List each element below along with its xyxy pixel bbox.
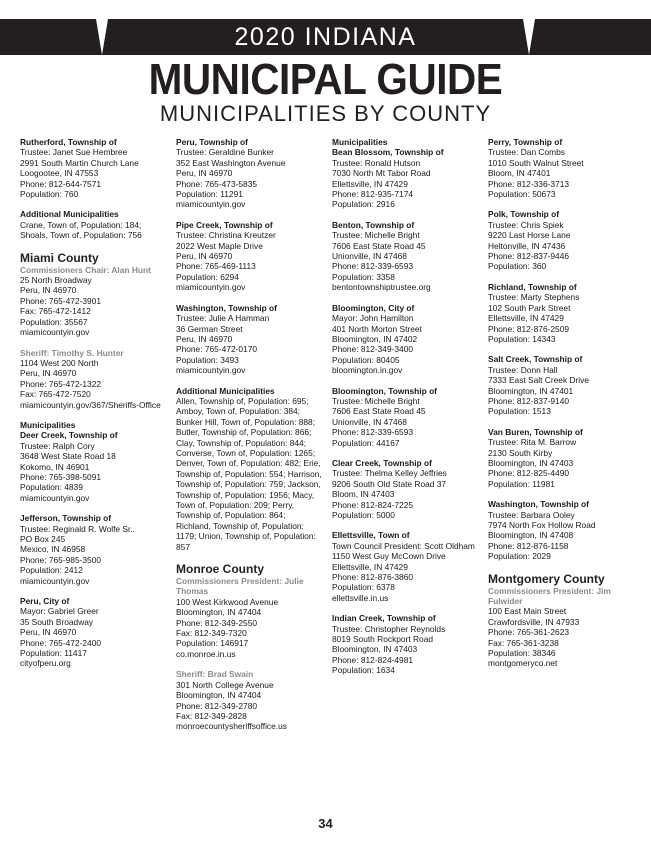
entry-line: miamicountyin.gov/367/Sheriffs-Office <box>20 399 161 410</box>
additional-municipalities <box>20 209 166 240</box>
entry-line: Population: 146917 <box>176 638 249 649</box>
entry-line: Unionville, IN 47468 <box>332 416 407 427</box>
entry-heading: Ellettsville, Town of <box>332 530 410 541</box>
entry-line: 2991 South Martin Church Lane <box>20 157 139 168</box>
entry-line: 1150 West Guy McCown Drive <box>332 551 446 562</box>
entry-line: 3648 West State Road 18 <box>20 451 116 462</box>
entry-line: Trustee: Reginald R. Wolfe Sr.. <box>20 523 135 534</box>
entry-line: Population: 50673 <box>488 189 556 200</box>
entry-line: 1010 South Walnut Street <box>488 157 584 168</box>
entry-line: Phone: 765-472-1322 <box>20 378 102 389</box>
county-official-entry <box>20 265 166 338</box>
entry-line: miamicountyin.gov <box>20 575 90 586</box>
entry-line: Phone: 765-469-1113 <box>176 261 256 272</box>
entry-heading: Van Buren, Township of <box>488 426 583 437</box>
entry-line: Population: 360 <box>488 261 547 272</box>
entry-heading: Polk, Township of <box>488 209 560 220</box>
entry-line: Mexico, IN 46958 <box>20 544 86 555</box>
banner-year-state: 2020 INDIANA <box>234 23 417 51</box>
entry-line: bloomington.in.gov <box>332 365 403 376</box>
entry-line: 9220 Last Horse Lane <box>488 230 571 241</box>
entry-line: Population: 760 <box>20 189 79 200</box>
entry-line: Population: 80405 <box>332 354 400 365</box>
entry-line: miamicountyin.gov <box>176 365 246 376</box>
entry-line: Ellettsville, IN 47429 <box>332 178 408 189</box>
additional-municipalities <box>176 386 322 553</box>
entry-line: Trustee: Geraldine Bunker <box>176 147 274 158</box>
municipality-entry <box>20 596 166 669</box>
entry-line: 35 South Broadway <box>20 616 94 627</box>
entry-line: Bloomington, IN 47403 <box>488 457 574 468</box>
entry-line: Bloomington, IN 47402 <box>332 333 418 344</box>
entry-line: Phone: 812-935-7174 <box>332 189 414 200</box>
entry-line: PO Box 245 <box>20 534 66 544</box>
entry-line: Trustee: Michelle Bright <box>332 395 420 406</box>
entry-line: Ellettsville, IN 47429 <box>332 561 408 572</box>
entry-line: Trustee: Ronald Hutson <box>332 157 421 168</box>
municipality-entry <box>488 209 634 271</box>
entry-heading: Richland, Township of <box>488 281 577 292</box>
entry-line: 1104 West 200 North <box>20 357 99 368</box>
municipality-entry <box>488 282 634 344</box>
municipality-entry <box>332 386 478 448</box>
entry-heading: Peru, City of <box>20 596 70 607</box>
entry-line: Phone: 812-876-3860 <box>332 572 414 583</box>
entry-line: Trustee: Christopher Reynolds <box>332 623 446 634</box>
entry-line: 100 West Kirkwood Avenue <box>176 596 279 607</box>
entry-line: Peru, IN 46970 <box>20 285 77 296</box>
entry-line: Phone: 765-472-2400 <box>20 637 102 648</box>
entry-line: Phone: 812-339-6593 <box>332 427 414 438</box>
page-title: MUNICIPAL GUIDE <box>148 55 503 104</box>
entry-heading: Bloomington, Township of <box>332 385 437 396</box>
entry-line: Trustee: Donn Hall <box>488 364 558 375</box>
entry-line: Population: 1513 <box>488 406 551 417</box>
entry-heading: Washington, Township of <box>176 302 277 313</box>
entry-line: 7974 North Fox Hollow Road <box>488 520 596 530</box>
entry-line: Trustee: Julie A Hamman <box>176 313 270 324</box>
municipality-entry <box>488 427 634 489</box>
entry-line: Unionville, IN 47468 <box>332 251 407 262</box>
entry-line: Mayor: John Hamilton <box>332 313 414 324</box>
entry-heading: Indian Creek, Township of <box>332 613 436 624</box>
entry-line: Bloomington, IN 47401 <box>488 385 574 396</box>
official-heading: Commissioners Chair: Alan Hunt <box>20 264 151 275</box>
entry-line: Mayor: Gabriel Greer <box>20 606 99 617</box>
entry-line: Phone: 812-876-1158 <box>488 540 569 551</box>
entry-line: Peru, IN 46970 <box>20 368 77 379</box>
entry-line: Trustee: Marty Stephens <box>488 292 580 303</box>
county-heading: Miami County <box>20 250 99 265</box>
official-heading: Commissioners President: Julie Thomas <box>176 576 304 597</box>
entry-line: Phone: 812-339-6593 <box>332 261 414 272</box>
entry-line: monroecountysheriffsoffice.us <box>176 721 287 732</box>
entry-line: Town Council President: Scott Oldham <box>332 540 475 551</box>
entry-line: miamicountyin.gov <box>20 327 90 338</box>
entry-line: Fax: 765-361-3238 <box>488 637 559 648</box>
entry-line: Phone: 812-644-7571 <box>20 178 102 189</box>
entry-line: Peru, IN 46970 <box>176 168 233 179</box>
column-4 <box>488 137 634 679</box>
municipality-entry <box>332 303 478 376</box>
entry-line: Population: 11417 <box>20 648 87 659</box>
entry-line: 7606 East State Road 45 <box>332 406 426 417</box>
entry-line: Population: 44167 <box>332 437 400 448</box>
official-heading: Sheriff: Brad Swain <box>176 669 254 680</box>
entry-heading: Bloomington, City of <box>332 302 415 313</box>
entry-line: Fax: 812-349-2828 <box>176 710 247 721</box>
entry-line: Peru, IN 46970 <box>20 627 77 638</box>
county-heading: Montgomery County <box>488 571 605 586</box>
municipality-entry <box>332 613 478 675</box>
municipality-entry <box>176 303 322 376</box>
official-heading: Commissioners President: Jim Fulwider <box>488 585 611 607</box>
entry-line: Phone: 812-824-7225 <box>332 499 414 510</box>
entry-line: Bloomington, IN 47404 <box>176 690 262 701</box>
entry-line: 8019 South Rockport Road <box>332 634 434 645</box>
entry-line: montgomeryco.net <box>488 658 558 669</box>
entry-line: Phone: 812-336-3713 <box>488 178 570 189</box>
entry-line: Ellettsville, IN 47429 <box>488 313 564 324</box>
entry-line: Population: 2412 <box>20 565 83 576</box>
entry-line: Phone: 765-361-2623 <box>488 627 570 638</box>
municipality-entry <box>332 530 478 603</box>
entry-line: Phone: 765-398-5091 <box>20 471 102 482</box>
entry-line: Population: 2916 <box>332 199 395 210</box>
county-official-entry <box>20 348 166 410</box>
entry-line: 401 North Morton Street <box>332 323 422 334</box>
entry-line: Phone: 812-349-2780 <box>176 700 258 711</box>
section-heading: Municipalities <box>332 137 388 147</box>
entry-line: Trustee: Janet Sue Hembree <box>20 147 128 158</box>
entry-line: 100 East Main Street <box>488 606 567 617</box>
entry-line: 2130 South Kirby <box>488 447 553 458</box>
entry-heading: Pipe Creek, Township of <box>176 219 273 230</box>
entry-line: Fax: 765-472-7520 <box>20 389 91 400</box>
entry-line: 2022 West Maple Drive <box>176 240 263 251</box>
municipality-list-text: Allen, Township of, Population: 695; Amboy, Town of, Population: 384; Bunker Hill, Town of, Population: 888; Butler, Township of, Population: 866; Clay, Township of, Population: 844; Converse, Town of, Population: 1265; Denver, Town of, Population: 482; Erie, Township of, Population: 554; Harrison, Township of, Population: 759; Jackson, Township of, Population: 1956; Macy, Town of, Population: 209; Perry, Township of, Population: 864; Richland, Township of, Population: 1179; Union, Township of, Population: 857 <box>176 395 322 552</box>
entry-heading: Rutherford, Township of <box>20 137 117 147</box>
entry-line: 352 East Washington Avenue <box>176 157 286 168</box>
entry-line: 7030 North Mt Tabor Road <box>332 168 431 179</box>
county-heading: Monroe County <box>176 562 264 577</box>
entry-line: 9206 South Old State Road 37 <box>332 478 447 489</box>
entry-line: Phone: 765-472-0170 <box>176 344 258 355</box>
entry-heading: Deer Creek, Township of <box>20 430 118 441</box>
column-1 <box>20 137 166 679</box>
entry-line: Loogootee, IN 47553 <box>20 168 99 179</box>
page-number: 34 <box>318 816 333 831</box>
section-heading: Municipalities <box>20 419 76 430</box>
municipality-entry <box>332 137 478 210</box>
entry-heading: Bean Blossom, Township of <box>332 147 444 158</box>
entry-line: Bloomington, IN 47404 <box>176 607 262 618</box>
entry-line: Phone: 812-825-4490 <box>488 468 570 479</box>
municipality-entry <box>20 137 166 199</box>
entry-line: Population: 11981 <box>488 478 555 489</box>
entry-line: Trustee: Rita M. Barrow <box>488 437 577 448</box>
entry-heading: Peru, Township of <box>176 137 248 147</box>
entry-line: Phone: 765-472-3901 <box>20 295 102 306</box>
entry-line: Phone: 812-349-2550 <box>176 617 258 628</box>
municipality-entry <box>176 220 322 293</box>
entry-line: Peru, IN 46970 <box>176 251 233 262</box>
entry-line: Population: 1634 <box>332 665 395 676</box>
entry-line: 102 South Park Street <box>488 302 571 313</box>
entry-line: cityofperu.org <box>20 658 71 669</box>
page-subtitle: MUNICIPALITIES BY COUNTY <box>159 101 492 126</box>
entry-line: Bloom, IN 47401 <box>488 168 551 179</box>
entry-line: bentontownshiptrustee.org <box>332 282 431 293</box>
municipality-entry <box>332 458 478 520</box>
entry-line: 301 North College Avenue <box>176 679 274 690</box>
official-heading: Sheriff: Timothy S. Hunter <box>20 347 124 358</box>
entry-line: miamicountyin.gov <box>176 199 246 210</box>
entry-line: 25 North Broadway <box>20 275 92 286</box>
entry-line: Population: 35567 <box>20 316 88 327</box>
entry-line: Bloom, IN 47403 <box>332 489 395 500</box>
entry-line: Population: 38346 <box>488 648 556 659</box>
entry-line: 7333 East Salt Creek Drive <box>488 375 590 386</box>
entry-line: Fax: 765-472-1412 <box>20 306 91 317</box>
entry-line: Phone: 812-837-9446 <box>488 251 570 262</box>
entry-line: Bloomington, IN 47408 <box>488 530 574 541</box>
section-heading: Additional Municipalities <box>20 209 119 220</box>
entry-line: Peru, IN 46970 <box>176 333 233 344</box>
municipality-list-text: Crane, Town of, Population: 184; Shoals, Town of, Population: 756 <box>20 219 142 241</box>
municipality-entry <box>488 499 634 561</box>
entry-heading: Benton, Township of <box>332 219 415 230</box>
municipality-entry <box>20 420 166 503</box>
entry-line: Population: 2029 <box>488 551 551 562</box>
entry-line: Kokomo, IN 46901 <box>20 461 90 472</box>
entry-line: Trustee: Christina Kreutzer <box>176 230 276 241</box>
entry-line: Population: 11291 <box>176 189 243 200</box>
entry-line: Phone: 812-349-3400 <box>332 344 414 355</box>
column-2 <box>176 137 322 742</box>
entry-line: Population: 4839 <box>20 482 83 493</box>
entry-line: Heltonville, IN 47436 <box>488 240 566 251</box>
entry-heading: Perry, Township of <box>488 137 563 147</box>
entry-line: Fax: 812-349-7320 <box>176 628 247 639</box>
entry-line: 36 German Street <box>176 323 243 334</box>
entry-line: Trustee: Michelle Bright <box>332 230 420 241</box>
entry-line: Population: 6378 <box>332 582 395 593</box>
county-official-entry <box>488 586 634 669</box>
entry-line: Trustee: Thelma Kelley Jeffries <box>332 468 447 479</box>
county-official-entry <box>176 576 322 659</box>
entry-line: miamicountyin.gov <box>176 282 246 293</box>
entry-line: Population: 14343 <box>488 333 556 344</box>
entry-line: Trustee: Dan Combs <box>488 147 565 158</box>
entry-line: Trustee: Ralph Cory <box>20 440 95 451</box>
entry-line: Population: 3493 <box>176 354 239 365</box>
entry-heading: Washington, Township of <box>488 499 589 510</box>
municipality-entry <box>488 354 634 416</box>
entry-line: 7606 East State Road 45 <box>332 240 426 251</box>
entry-line: miamicountyin.gov <box>20 492 90 503</box>
entry-line: Phone: 765-985-3500 <box>20 554 102 565</box>
entry-line: Population: 3358 <box>332 271 395 282</box>
entry-line: Phone: 812-876-2509 <box>488 323 570 334</box>
section-heading: Additional Municipalities <box>176 385 275 396</box>
county-official-entry <box>176 669 322 731</box>
entry-line: Trustee: Chris Spiek <box>488 219 564 230</box>
municipality-entry <box>176 137 322 210</box>
entry-heading: Clear Creek, Township of <box>332 457 432 468</box>
entry-line: Population: 6294 <box>176 271 239 282</box>
entry-line: Crawfordsville, IN 47933 <box>488 616 580 627</box>
column-3 <box>332 137 478 686</box>
municipality-entry <box>488 137 634 199</box>
entry-line: ellettsville.in.us <box>332 592 389 603</box>
entry-line: Phone: 812-824-4981 <box>332 654 414 665</box>
entry-line: Phone: 812-837-9140 <box>488 395 570 406</box>
municipality-entry <box>20 513 166 586</box>
entry-line: Phone: 765-473-5835 <box>176 178 258 189</box>
entry-heading: Jefferson, Township of <box>20 513 112 524</box>
entry-line: Population: 5000 <box>332 510 395 520</box>
entry-line: Bloomington, IN 47403 <box>332 644 418 655</box>
entry-heading: Salt Creek, Township of <box>488 354 583 365</box>
entry-line: Trustee: Barbara Ooley <box>488 509 575 520</box>
municipality-entry <box>332 220 478 293</box>
entry-line: co.monroe.in.us <box>176 648 236 659</box>
